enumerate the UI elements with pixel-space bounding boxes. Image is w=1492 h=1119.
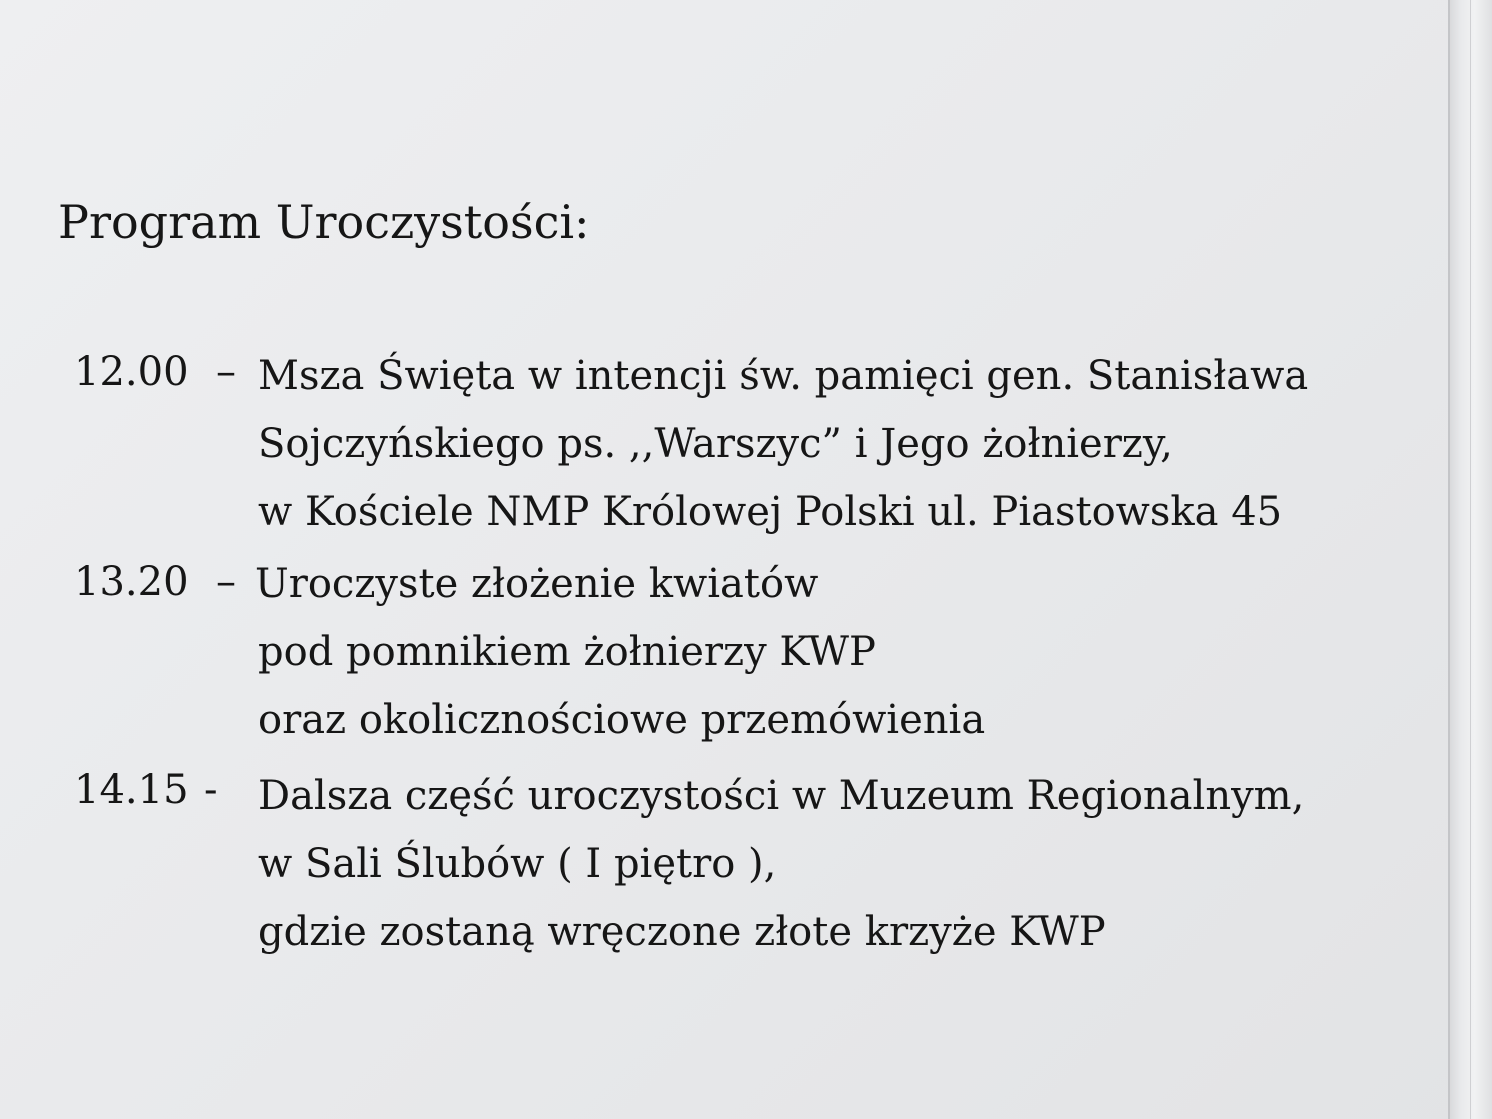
- page-edge: [1448, 0, 1492, 1119]
- program-line: Dalsza część uroczystości w Muzeum Regionalnym,: [258, 773, 1305, 819]
- program-line: w Sali Ślubów ( I piętro ),: [258, 841, 777, 887]
- program-line: oraz okolicznościowe przemówienia: [258, 697, 986, 743]
- program-time: 13.20: [74, 559, 189, 605]
- program-dash: -: [204, 767, 218, 813]
- program-line: pod pomnikiem żołnierzy KWP: [258, 629, 876, 675]
- program-description: [258, 342, 1308, 546]
- program-description: [255, 550, 985, 754]
- program-line: Uroczyste złożenie kwiatów: [255, 561, 819, 607]
- program-line: gdzie zostaną wręczone złote krzyże KWP: [258, 909, 1106, 955]
- program-description: [258, 762, 1304, 966]
- program-dash: –: [216, 559, 236, 605]
- program-time: 12.00: [74, 349, 189, 395]
- program-line: Sojczyńskiego ps. ,,Warszyc” i Jego żołnierzy,: [258, 421, 1173, 467]
- page-title: Program Uroczystości:: [58, 195, 590, 249]
- program-line: w Kościele NMP Królowej Polski ul. Piastowska 45: [258, 489, 1283, 535]
- program-time: 14.15: [74, 767, 189, 813]
- program-dash: –: [216, 349, 236, 395]
- program-line: Msza Święta w intencji św. pamięci gen. Stanisława: [258, 353, 1309, 399]
